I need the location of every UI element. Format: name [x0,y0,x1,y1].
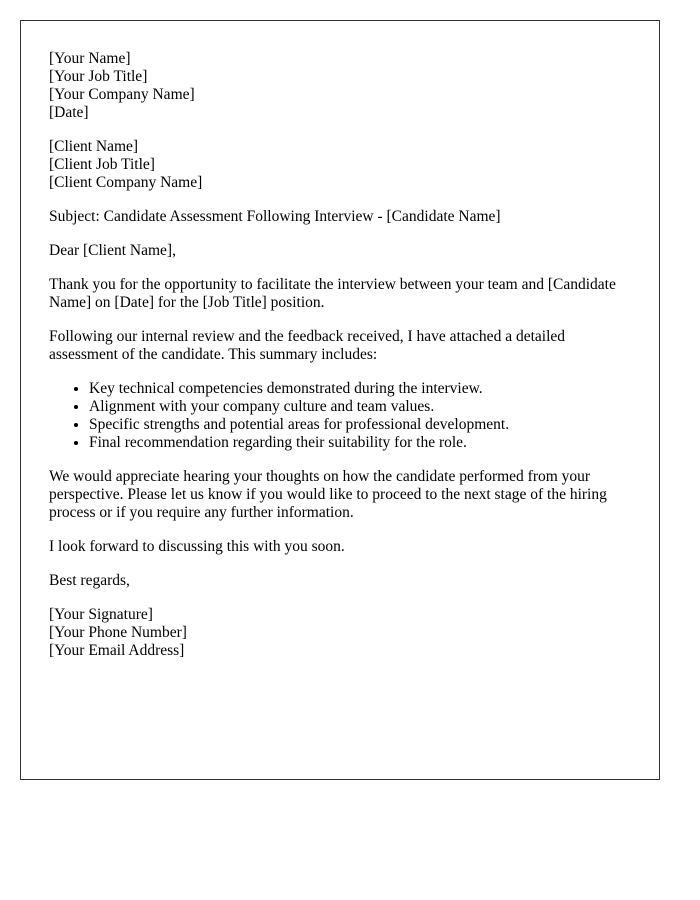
list-item: • Specific strengths and potential areas for professional development. [89,416,631,434]
body-paragraph-review: Following our internal review and the feedback received, I have attached a detailed assessment of the candidate. This summary includes: [49,328,566,363]
recipient-name: [Client Name] [49,138,139,155]
body-paragraph-closing: I look forward to discussing this with you soon. [49,538,345,555]
recipient-job-title: [Client Job Title] [49,156,155,173]
assessment-list [49,380,631,452]
recipient-company: [Client Company Name] [49,174,203,191]
letter-date: [Date] [49,104,89,121]
sender-name: [Your Name] [49,50,131,67]
signature-phone: [Your Phone Number] [49,624,187,641]
signature-email: [Your Email Address] [49,642,185,659]
recipient-block [49,138,631,192]
list-item: • Key technical competencies demonstrated during the interview. [89,380,631,398]
sender-company: [Your Company Name] [49,86,195,103]
list-item: • Alignment with your company culture and team values. [89,398,631,416]
signature: [Your Signature] [49,606,153,623]
letter-page [20,20,660,780]
signature-block [49,606,631,660]
salutation: Dear [Client Name], [49,242,176,259]
subject-line: Subject: Candidate Assessment Following Interview - [Candidate Name] [49,208,501,225]
sender-block [49,50,631,122]
signoff: Best regards, [49,572,130,589]
list-item: • Final recommendation regarding their suitability for the role. [89,434,631,452]
body-paragraph-feedback: We would appreciate hearing your thoughts on how the candidate performed from your perspective. Please let us know if you would like to proceed to the next stage of the hiring process or if you require any further information. [49,468,607,521]
body-paragraph-intro: Thank you for the opportunity to facilitate the interview between your team and [Candidate Name] on [Date] for the [Job Title] position. [49,276,616,311]
sender-job-title: [Your Job Title] [49,68,148,85]
